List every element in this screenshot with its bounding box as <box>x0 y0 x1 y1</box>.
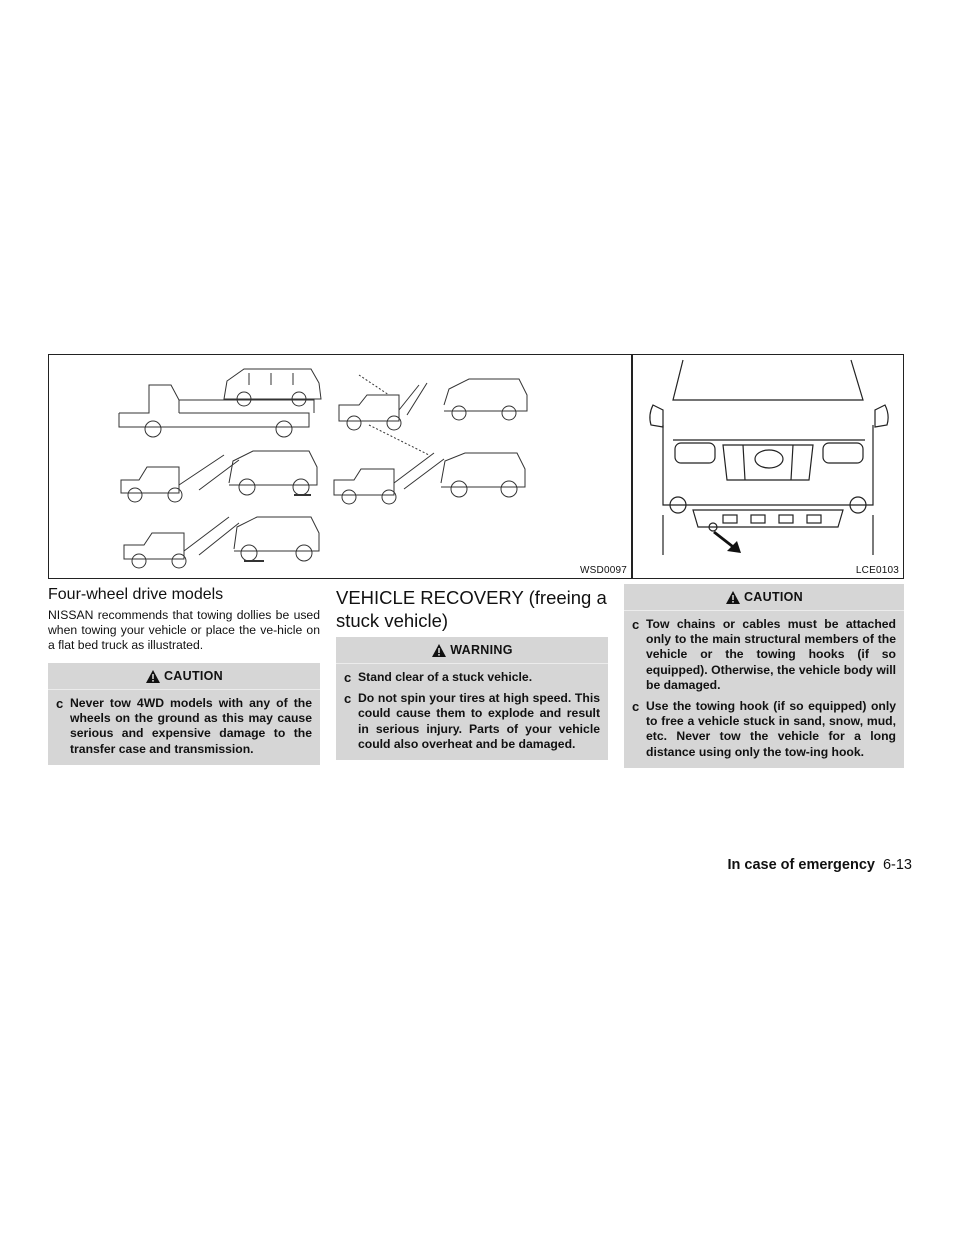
wheel-lift-front-drawing <box>334 425 525 504</box>
section-title: VEHICLE RECOVERY (freeing a stuck vehicle) <box>336 587 607 631</box>
page-footer <box>727 857 912 873</box>
list-item <box>632 699 896 760</box>
footer-section-title: In case of emergency <box>727 857 875 873</box>
flatbed-truck-drawing <box>119 369 321 437</box>
bullet: c <box>56 696 64 711</box>
caution-icon <box>145 669 161 684</box>
warning-title: WARNING <box>450 643 513 657</box>
bullet: c <box>632 617 640 632</box>
arrow-icon <box>713 531 741 553</box>
bullet: c <box>344 691 352 707</box>
warning-box <box>336 637 608 760</box>
caution-header <box>624 584 904 611</box>
caution-icon <box>725 590 741 605</box>
bullet: c <box>344 670 352 685</box>
caution-text: Never tow 4WD models with any of the wheels on the ground as this may cause serious and expensive damage to the transfer case and transmission. <box>70 696 312 756</box>
figure-code: LCE0103 <box>855 565 899 576</box>
caution-text: Use the towing hook (if so equipped) only to free a vehicle stuck in sand, snow, mud, etc. Never tow the vehicle for a long distance using only the tow-ing hook. <box>646 699 896 759</box>
caution-box <box>48 663 320 765</box>
caution-header <box>48 663 320 690</box>
list-item <box>632 617 896 693</box>
towing-methods-drawing <box>49 355 633 580</box>
section-heading: Four-wheel drive models <box>48 586 224 603</box>
bullet: c <box>632 699 640 715</box>
warning-text: Do not spin your tires at high speed. This could cause them to explode and result in serious injury. Parts of your vehicle could also overheat and be damaged. <box>358 691 600 751</box>
vehicle-front-drawing <box>633 355 905 580</box>
warning-header <box>336 637 608 664</box>
figure-code: WSD0097 <box>580 565 627 576</box>
towing-hook-illustration <box>632 354 904 579</box>
page-number: 6-13 <box>882 857 912 873</box>
list-item <box>56 696 312 757</box>
caution-text: Tow chains or cables must be attached only to the main structural members of the vehicle or the towing hooks (if so equipped). Otherwise, the vehicle body will be damaged. <box>646 617 896 692</box>
wheel-lift-drawing <box>339 375 527 430</box>
towing-methods-illustration <box>48 354 632 579</box>
warning-text: Stand clear of a stuck vehicle. <box>358 670 533 684</box>
tow-dolly-drawing <box>121 451 317 502</box>
caution-title: CAUTION <box>163 669 224 683</box>
warning-icon <box>431 643 447 658</box>
list-item <box>344 691 600 752</box>
body-paragraph: NISSAN recommends that towing dollies be used when towing your vehicle or place the ve-hicle on a flat bed truck as illustrated. <box>48 608 320 652</box>
tow-dolly-rear-drawing <box>124 517 319 568</box>
caution-title: CAUTION <box>743 590 804 604</box>
list-item <box>344 670 600 685</box>
caution-box <box>624 584 904 768</box>
